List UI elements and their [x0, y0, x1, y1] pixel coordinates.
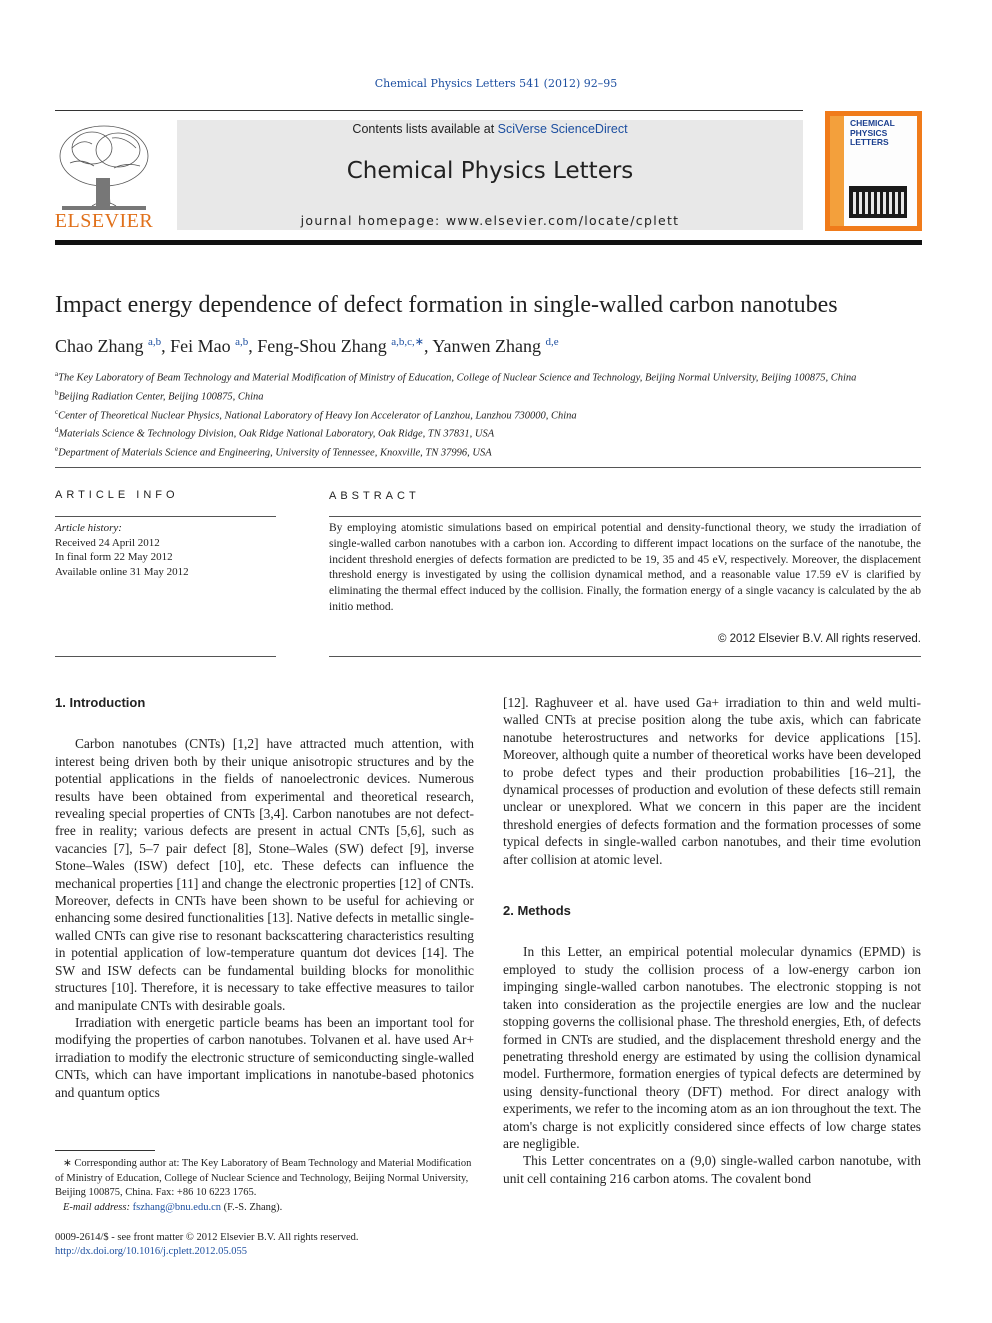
author-separator: , [248, 336, 258, 356]
author-affil-marks[interactable]: a,b [235, 336, 249, 348]
cover-strip [830, 116, 844, 226]
final-form-date: In final form 22 May 2012 [55, 551, 173, 563]
elsevier-wordmark: ELSEVIER [54, 210, 154, 232]
article-info-rule [55, 516, 276, 517]
affiliation-mark: e [55, 445, 59, 454]
abstract-label: ABSTRACT [329, 490, 420, 502]
author-affil-marks[interactable]: d,e [545, 336, 559, 348]
abstract-copyright: © 2012 Elsevier B.V. All rights reserved. [717, 633, 921, 645]
affiliation-text: Department of Materials Science and Engineering, University of Tennessee, Knoxville, TN 37996, USA [58, 447, 492, 459]
footnote-rule [55, 1150, 155, 1151]
footnotes [55, 1157, 474, 1215]
header-thick-rule [55, 240, 922, 245]
affiliation-item [55, 442, 921, 461]
article-info-bottom-rule [55, 656, 276, 657]
affiliation-text: The Key Laboratory of Beam Technology and Material Modification of Ministry of Education, College of Nuclear Science and Technology, Beijing Normal University, Beijing 100875, China [58, 372, 857, 384]
header-top-rule [55, 110, 803, 111]
affiliation-mark: a [55, 370, 59, 378]
author-separator: , [424, 336, 433, 356]
abstract-rule [329, 516, 921, 517]
methods-paragraph-2: This Letter concentrates on a (9,0) single-walled carbon nanotube, with unit cell containing 216 carbon atoms. The covalent bond [503, 1153, 921, 1186]
cover-graphic [849, 186, 907, 218]
right-column [503, 694, 921, 1187]
affiliation-item [55, 367, 921, 386]
cover-title: CHEMICAL PHYSICS LETTERS [850, 118, 895, 147]
methods-heading: 2. Methods [503, 903, 571, 919]
introduction-heading: 1. Introduction [55, 695, 146, 710]
abstract-text: By employing atomistic simulations based on empirical potential and density-functional theory, we study the irradiation of single-walled carbon nanotubes with a carbon ion. According to different impact locations on the surface of the nanotube, the incident threshold energies of defects formation are predicted to be 19, 35 and 45 eV, respectively. Moreover, the displacement threshold energy is investigated by using the collision dynamical method, and a reasonable value 17.59 eV is clarified by eliminating the thermal effect induced by the collision. Finally, the formation energy of a single vacancy is calculated by the ab initio method. [329, 522, 921, 613]
affiliation-text: Beijing Radiation Center, Beijing 100875, China [58, 391, 264, 403]
intro-paragraph-2-continued: [12]. Raghuveer et al. have used Ga+ irradiation to thin and weld multi-walled CNTs at precise position along the tube axis, which can fabricate nanotube heterostructures and networks for device applications [15]. Moreover, although quite a number of theoretical works have been developed to probe defect types and their production probabilities [16–21], the dynamical processes of production and evolution of these defects still remain unclear or unexplored. What we concern in this paper are the incident threshold energies of defects formation and the formation processes of some typical defects in single-walled carbon nanotubes, and their time evolution after collision at atomic level. [503, 695, 921, 867]
journal-title: Chemical Physics Letters [346, 158, 634, 184]
affiliation-mark: c [55, 407, 59, 416]
author-name[interactable]: Yanwen Zhang [432, 336, 542, 356]
author-name[interactable]: Chao Zhang [55, 336, 144, 356]
affiliation-item [55, 405, 921, 424]
journal-homepage[interactable]: journal homepage: www.elsevier.com/locate/cplett [300, 213, 680, 228]
left-column [55, 694, 474, 1101]
abstract-bottom-rule [329, 656, 921, 657]
author-affil-marks[interactable]: a,b [147, 336, 162, 348]
affiliation-divider [55, 467, 921, 468]
affiliation-mark: d [55, 426, 59, 435]
intro-paragraph-2: Irradiation with energetic particle beams has been an important tool for modifying the properties of carbon nanotubes. Tolvanen et al. have used Ar+ irradiation to modify the electronic structure of semiconducting single-walled CNTs, which can have important implications in nanotube-based photonics and quantum optics [55, 1014, 474, 1100]
author-name[interactable]: Fei Mao [170, 336, 231, 356]
affiliation-text: Materials Science & Technology Division, Oak Ridge National Laboratory, Oak Ridge, TN 37831, USA [58, 428, 495, 440]
corresponding-author-note: ∗ Corresponding author at: The Key Laboratory of Beam Technology and Material Modification of Ministry of Education, College of Nuclear Science and Technology, Beijing Normal University, Beijing 100875, China. Fax: +86 10 6223 1765. [55, 1158, 472, 1198]
author-affil-marks[interactable]: a,b,c,∗ [391, 336, 424, 348]
affiliation-text: Center of Theoretical Nuclear Physics, National Laboratory of Heavy Ion Accelerator of Lanzhou, Lanzhou 730000, China [58, 410, 577, 422]
affiliations [55, 367, 921, 461]
email-note [55, 1201, 474, 1216]
affiliation-item [55, 423, 921, 442]
author-name[interactable]: Feng-Shou Zhang [257, 336, 387, 356]
online-date: Available online 31 May 2012 [55, 565, 189, 578]
contents-prefix: Contents lists available at [352, 122, 498, 136]
received-date: Received 24 April 2012 [55, 536, 160, 549]
author-list [55, 335, 935, 357]
intro-paragraph-1: Carbon nanotubes (CNTs) [1,2] have attracted much attention, with interest being driven both by their unique anisotropic structures and by the potential applications in the fields of nanoelectronic devices. Numerous results have been obtained from experimental and theoretical research, revealing special properties of CNTs [3,4]. Carbon nanotubes are not defect-free in reality; various defects are present in actual CNTs [5,6], such as vacancies [7], 5–7 pair defect [8], Stone–Wales (SW) defect [9], inverse Stone–Wales (ISW) defect [10], etc. These defects can influence the mechanical properties [11] and change the electronic properties [12] of CNTs. Moreover, defects in CNTs have been shown to be useful for achieving or enhancing some desired functionalities [13]. Native defects in metallic single-walled CNTs can give rise to resonant backscattering characteristics resulting in potential application of low-temperature quantum dot devices [14]. The SW and ISW defects can be fundamental building blocks for monolithic structures [10]. Therefore, it is necessary to take effective measures to tailor and manipulate CNTs with desirable goals. [55, 736, 474, 1013]
article-info-label: ARTICLE INFO [55, 489, 179, 501]
affiliation-mark: b [55, 388, 59, 397]
article-history [55, 521, 285, 579]
methods-paragraph-1: In this Letter, an empirical potential molecular dynamics (EPMD) is employed to study the collision process of a low-energy carbon ion impinging single-walled carbon nanotubes. The electronic stopping is not taken into consideration as the projectile energies are low and the nuclear stopping governs the collisional phase. The threshold energies, Eth, of defects formed in CNTs are studied, and the displacement threshold energy and the penetrating threshold energy are estimated by using the collision dynamical model. Furthermore, formation energies of typical defects are determined by using density-functional theory (DFT) method. For direct analogy with experiments, we refer to the incoming atom as an ion throughout the text. The atom's charge is not explicitly considered since effects of low charge states are negligible. [503, 944, 921, 1151]
doi-link[interactable]: http://dx.doi.org/10.1016/j.cplett.2012.05.055 [55, 1246, 248, 1258]
email-link[interactable]: fszhang@bnu.edu.cn [132, 1201, 222, 1213]
publication-meta [55, 1231, 474, 1260]
email-label: E-mail address: [63, 1201, 130, 1213]
email-suffix: (F.-S. Zhang). [223, 1201, 283, 1213]
journal-cover [825, 111, 922, 231]
history-label: Article history: [55, 522, 122, 534]
author-separator: , [161, 336, 171, 356]
sciencedirect-link[interactable]: SciVerse ScienceDirect [497, 122, 628, 136]
contents-line [177, 122, 803, 136]
issn-line: 0009-2614/$ - see front matter © 2012 Elsevier B.V. All rights reserved. [55, 1232, 359, 1243]
affiliation-item [55, 386, 921, 405]
journal-citation[interactable]: Chemical Physics Letters 541 (2012) 92–95 [374, 77, 618, 90]
article-title: Impact energy dependence of defect formation in single-walled carbon nanotubes [55, 292, 838, 318]
